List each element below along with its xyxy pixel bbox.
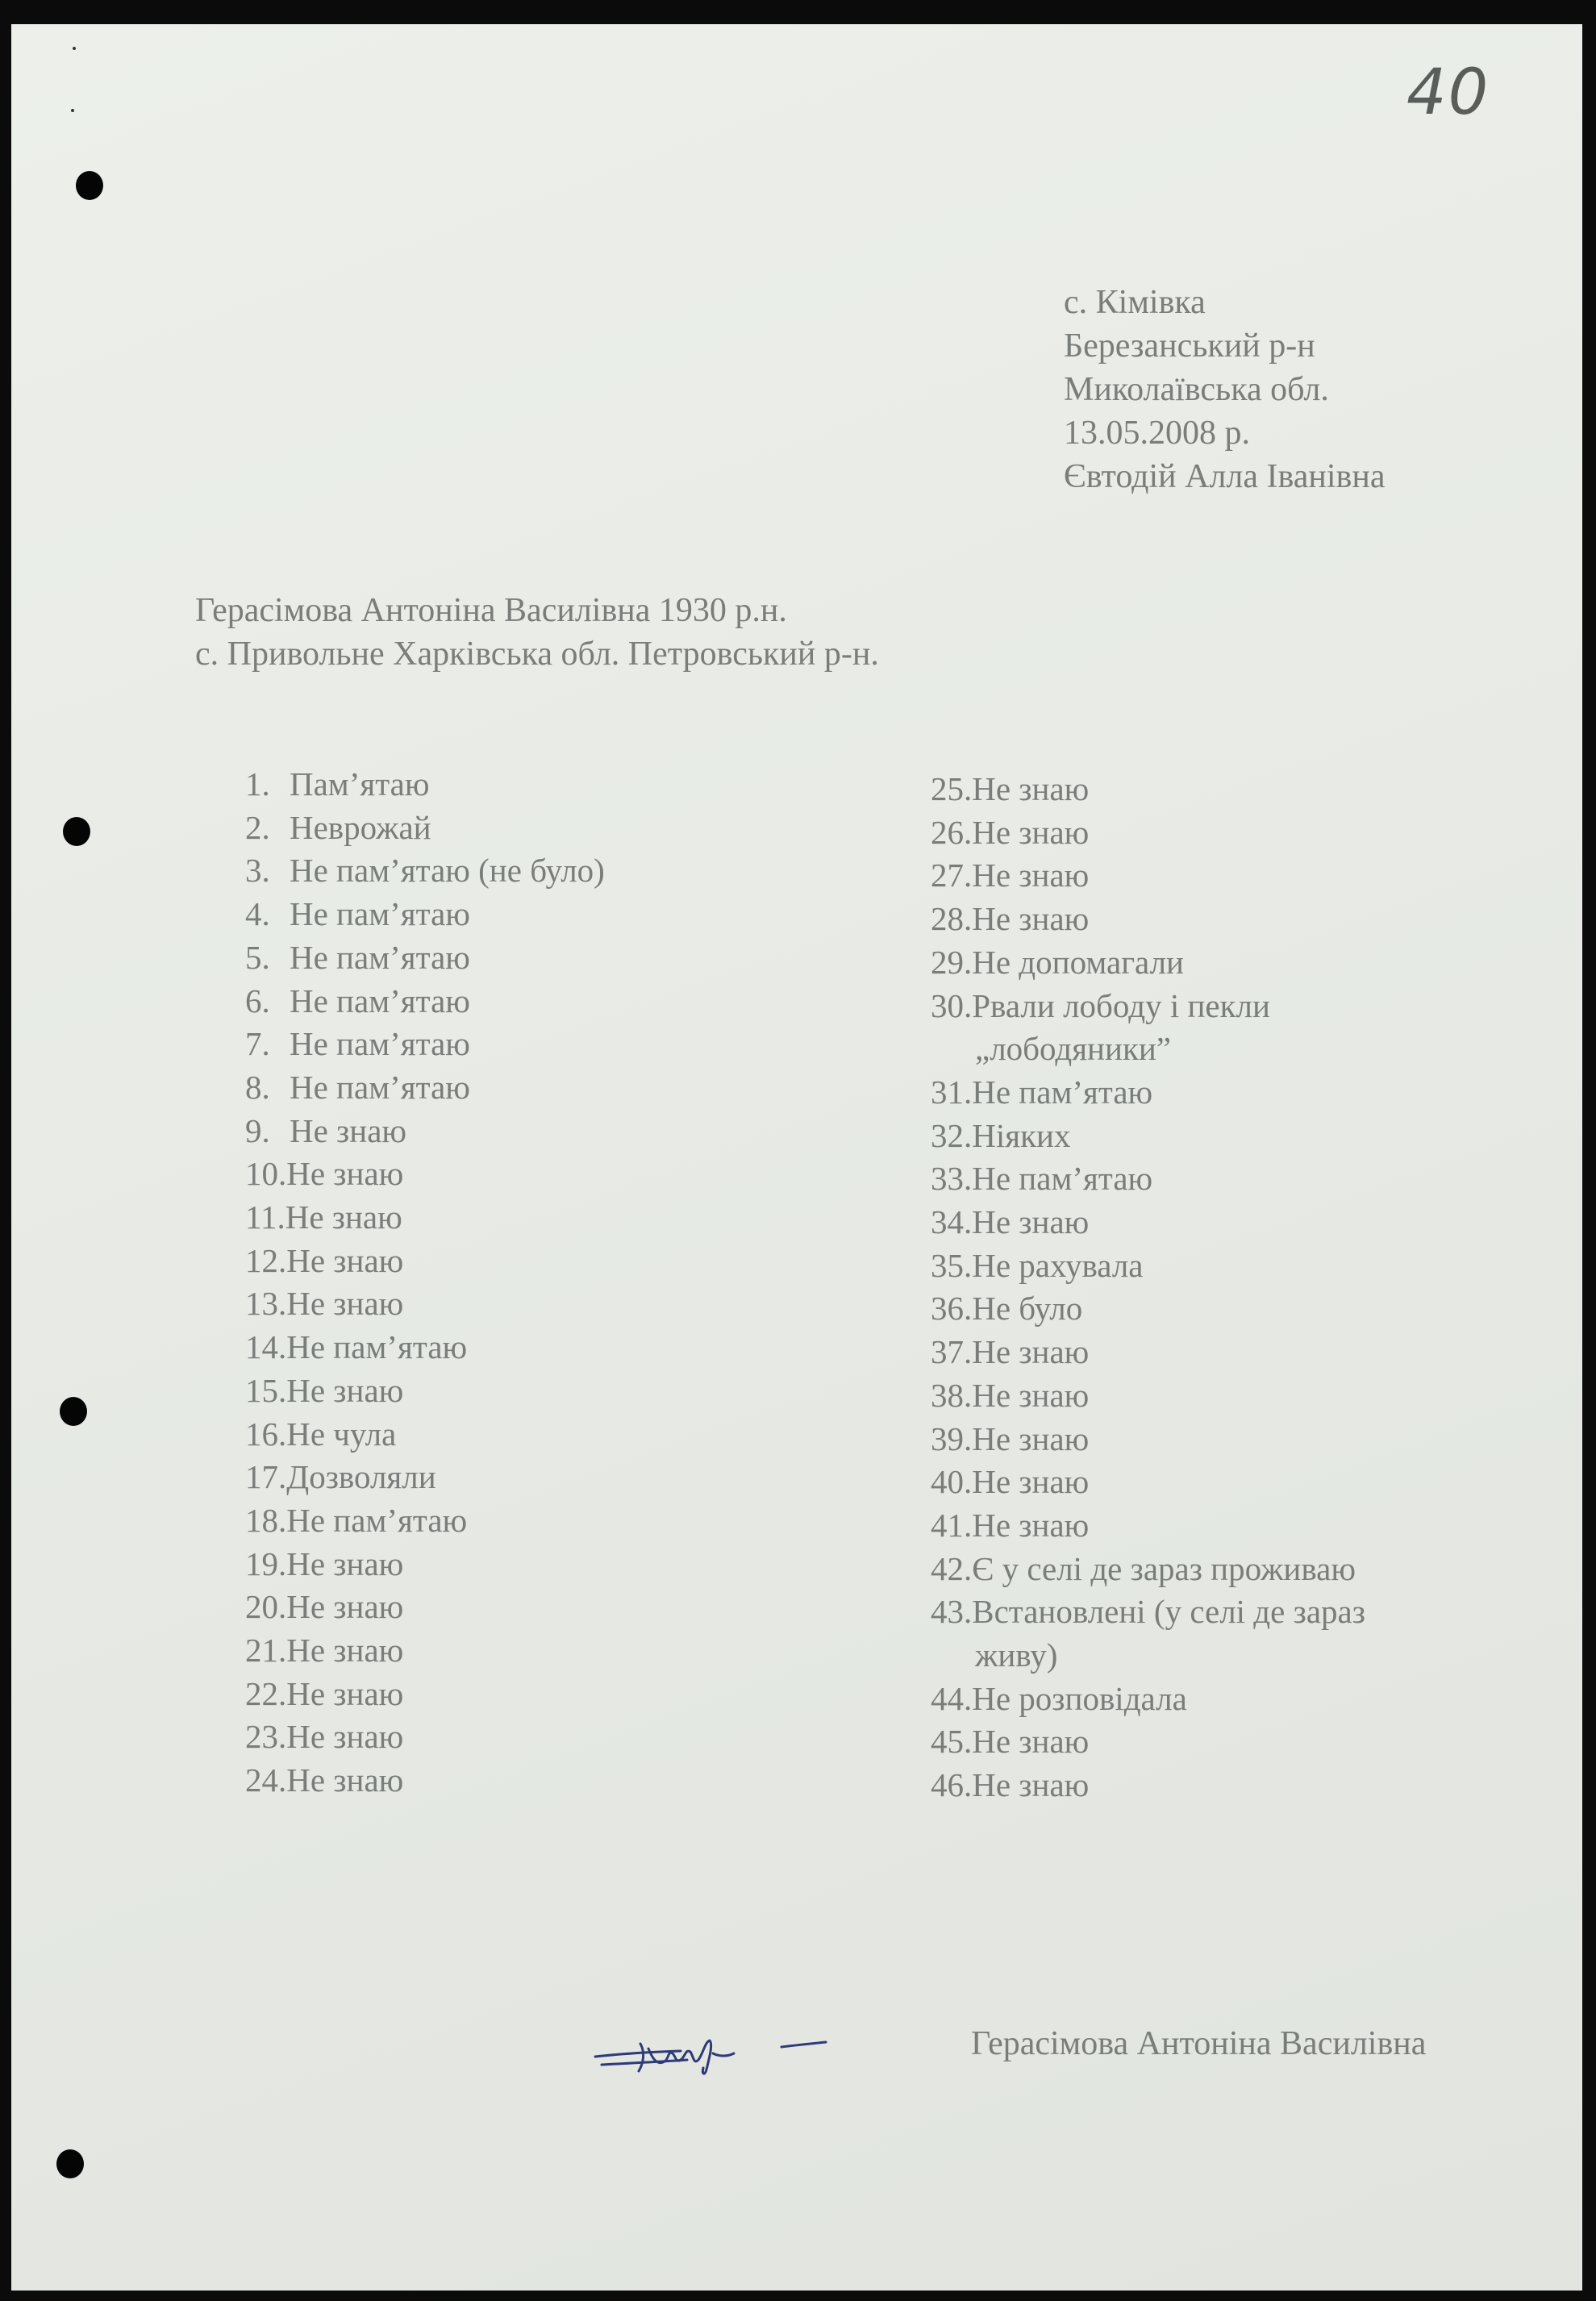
answer-text: Ніяких <box>972 1116 1071 1154</box>
answer-number: 29. <box>931 943 973 981</box>
answer-item <box>931 1678 1511 1721</box>
answer-item <box>245 1110 605 1153</box>
answer-number: 23. <box>245 1718 287 1756</box>
answer-item <box>931 1157 1511 1201</box>
answer-text: Не знаю <box>972 1419 1090 1457</box>
answer-number: 18. <box>245 1501 287 1539</box>
answer-number: 28. <box>931 900 973 938</box>
answer-text: Не пам’ятаю <box>286 1328 468 1366</box>
answer-item <box>245 1499 605 1543</box>
answer-text: Не знаю <box>285 1198 402 1236</box>
answer-text: Не знаю <box>286 1285 404 1323</box>
answer-number: 14. <box>245 1328 287 1366</box>
answer-number: 39. <box>931 1419 973 1457</box>
answer-item <box>245 1196 605 1240</box>
answer-number: 45. <box>931 1723 973 1761</box>
answer-text: Дозволяли <box>286 1458 436 1496</box>
respondent-info <box>195 589 879 676</box>
answer-text: Не знаю <box>972 1463 1090 1501</box>
answer-text: Не знаю <box>286 1155 404 1193</box>
answers-left-column <box>245 763 605 1803</box>
answer-number: 33. <box>931 1160 973 1198</box>
answer-text: Не знаю <box>286 1241 404 1279</box>
punch-hole <box>56 2149 84 2178</box>
answer-text: Не знаю <box>286 1544 404 1582</box>
answer-item <box>931 985 1511 1071</box>
answer-item <box>245 1153 605 1196</box>
answer-item <box>245 1066 605 1110</box>
punch-hole <box>63 817 90 846</box>
answer-number: 20. <box>245 1588 287 1626</box>
answer-number: 26. <box>931 813 973 851</box>
answer-item <box>931 811 1511 855</box>
answer-text: Не знаю <box>286 1588 404 1626</box>
answer-number: 44. <box>931 1679 973 1717</box>
answer-number: 16. <box>245 1415 287 1453</box>
speck <box>71 109 74 112</box>
answer-item <box>931 1590 1511 1677</box>
answer-number: 37. <box>931 1333 973 1371</box>
answer-item <box>931 1244 1511 1288</box>
answer-text: Не знаю <box>972 1376 1090 1414</box>
respondent-name: Герасімова Антоніна Василівна 1930 р.н. <box>195 592 787 629</box>
answer-item <box>931 1071 1511 1115</box>
answer-text: Не знаю <box>286 1718 404 1756</box>
answer-item <box>245 1543 605 1586</box>
signature-name: Герасімова Антоніна Василівна <box>971 2025 1427 2062</box>
answer-number: 2. <box>245 808 270 846</box>
punch-hole <box>60 1397 87 1426</box>
answer-number: 21. <box>245 1632 287 1669</box>
answer-number: 13. <box>245 1285 287 1323</box>
answer-number: 43. <box>931 1593 973 1631</box>
answer-item <box>245 936 605 980</box>
answer-item <box>245 1240 605 1283</box>
answer-item <box>931 1461 1511 1504</box>
answer-number: 10. <box>245 1155 287 1193</box>
answer-item <box>245 980 605 1023</box>
answer-text: Пам’ятаю <box>290 765 430 802</box>
answers-right-column <box>931 768 1511 1807</box>
answer-item <box>245 1413 605 1457</box>
answer-number: 4. <box>245 895 270 933</box>
answer-item <box>931 768 1511 811</box>
answer-item <box>245 1759 605 1803</box>
answer-number: 35. <box>931 1246 973 1284</box>
answer-text: Не знаю <box>286 1674 404 1712</box>
answer-text: Не пам’ятаю <box>290 938 470 976</box>
answer-item <box>245 807 605 850</box>
answer-item <box>245 849 605 893</box>
answer-text: Не знаю <box>972 813 1090 851</box>
answer-number: 1. <box>245 765 270 802</box>
answer-item <box>931 1287 1511 1331</box>
answer-text: Рвали лободу і пекли <box>972 986 1270 1024</box>
answer-number: 7. <box>245 1025 270 1063</box>
answer-number: 11. <box>245 1198 285 1236</box>
answer-number: 34. <box>931 1203 973 1241</box>
header-region: Миколаївська обл. <box>1064 371 1329 408</box>
answer-text: Не пам’ятаю <box>972 1160 1153 1198</box>
answer-number: 6. <box>245 982 270 1019</box>
answer-text: Не знаю <box>972 857 1090 894</box>
speck <box>73 47 76 50</box>
header-village: с. Кімівка <box>1064 284 1206 321</box>
answer-text: Не пам’ятаю <box>290 1068 470 1106</box>
answer-item <box>931 898 1511 941</box>
answer-number: 9. <box>245 1111 270 1149</box>
answer-text: Є у селі де зараз проживаю <box>972 1549 1356 1587</box>
answer-number: 31. <box>931 1073 973 1111</box>
answer-number: 42. <box>931 1549 973 1587</box>
document-page <box>11 24 1582 2291</box>
answer-number: 19. <box>245 1544 287 1582</box>
answer-text: Не розповідала <box>972 1679 1187 1717</box>
interview-header <box>1064 281 1386 498</box>
answer-number: 41. <box>931 1506 973 1544</box>
answer-text: Неврожай <box>290 808 431 846</box>
answer-item <box>931 1115 1511 1158</box>
handwritten-page-number: 40 <box>1406 56 1490 129</box>
answer-text: Не рахувала <box>972 1246 1144 1284</box>
answer-number: 46. <box>931 1766 973 1804</box>
answer-number: 5. <box>245 938 270 976</box>
answer-item <box>931 1201 1511 1244</box>
answer-number: 15. <box>245 1371 287 1409</box>
answer-item <box>245 1023 605 1066</box>
answer-text: Встановлені (у селі де зараз <box>972 1593 1365 1631</box>
answer-text-continuation: „лободяники” <box>975 1030 1171 1068</box>
answer-item <box>245 1369 605 1413</box>
answer-text: Не пам’ятаю <box>286 1501 468 1539</box>
answer-text: Не знаю <box>286 1632 404 1669</box>
answer-number: 36. <box>931 1290 973 1328</box>
answer-item <box>245 1629 605 1673</box>
answer-item <box>245 893 605 936</box>
answer-item <box>931 1374 1511 1418</box>
answer-text: Не допомагали <box>972 943 1184 981</box>
answer-item <box>931 1418 1511 1461</box>
answer-text: Не знаю <box>286 1371 404 1409</box>
answer-number: 30. <box>931 986 973 1024</box>
answer-number: 27. <box>931 857 973 894</box>
answer-text: Не пам’ятаю <box>290 895 470 933</box>
header-date: 13.05.2008 р. <box>1064 415 1250 452</box>
answer-text: Не знаю <box>972 1333 1090 1371</box>
answer-number: 32. <box>931 1116 973 1154</box>
answer-number: 22. <box>245 1674 287 1712</box>
answer-item <box>931 1504 1511 1548</box>
answer-text: Не було <box>972 1290 1083 1328</box>
respondent-origin: с. Привольне Харківська обл. Петровський р-н. <box>195 636 879 673</box>
answer-item <box>245 1673 605 1716</box>
answer-item <box>245 1456 605 1499</box>
answer-number: 25. <box>931 770 973 807</box>
answer-item <box>245 1326 605 1369</box>
answer-number: 8. <box>245 1068 270 1106</box>
answer-item <box>245 1586 605 1629</box>
answer-text: Не знаю <box>972 1203 1090 1241</box>
answer-text: Не знаю <box>290 1111 407 1149</box>
answer-text: Не пам’ятаю <box>972 1073 1153 1111</box>
answer-number: 38. <box>931 1376 973 1414</box>
answer-text: Не знаю <box>972 900 1090 938</box>
handwritten-signature <box>592 2024 858 2085</box>
answer-text: Не пам’ятаю (не було) <box>290 852 605 890</box>
answer-text: Не знаю <box>972 770 1090 807</box>
answer-item <box>931 1548 1511 1591</box>
answer-text: Не пам’ятаю <box>290 1025 470 1063</box>
answer-number: 24. <box>245 1761 287 1799</box>
answer-number: 17. <box>245 1458 287 1496</box>
answer-item <box>931 1764 1511 1807</box>
answer-text-continuation: живу) <box>975 1636 1058 1674</box>
header-district: Березанський р-н <box>1064 327 1315 365</box>
answer-number: 3. <box>245 852 270 890</box>
answer-item <box>931 1720 1511 1764</box>
answer-number: 12. <box>245 1241 287 1279</box>
answer-item <box>931 854 1511 898</box>
answer-item <box>931 1331 1511 1374</box>
answer-text: Не пам’ятаю <box>290 982 470 1019</box>
answer-text: Не знаю <box>286 1761 404 1799</box>
answer-text: Не знаю <box>972 1723 1090 1761</box>
answer-text: Не знаю <box>972 1506 1090 1544</box>
answer-number: 40. <box>931 1463 973 1501</box>
answer-item <box>931 941 1511 985</box>
answer-text: Не знаю <box>972 1766 1090 1804</box>
header-interviewer: Євтодій Алла Іванівна <box>1064 458 1386 495</box>
punch-hole <box>76 171 103 200</box>
answer-item <box>245 1282 605 1326</box>
answer-text: Не чула <box>286 1415 397 1453</box>
answer-item <box>245 763 605 807</box>
answer-item <box>245 1715 605 1759</box>
